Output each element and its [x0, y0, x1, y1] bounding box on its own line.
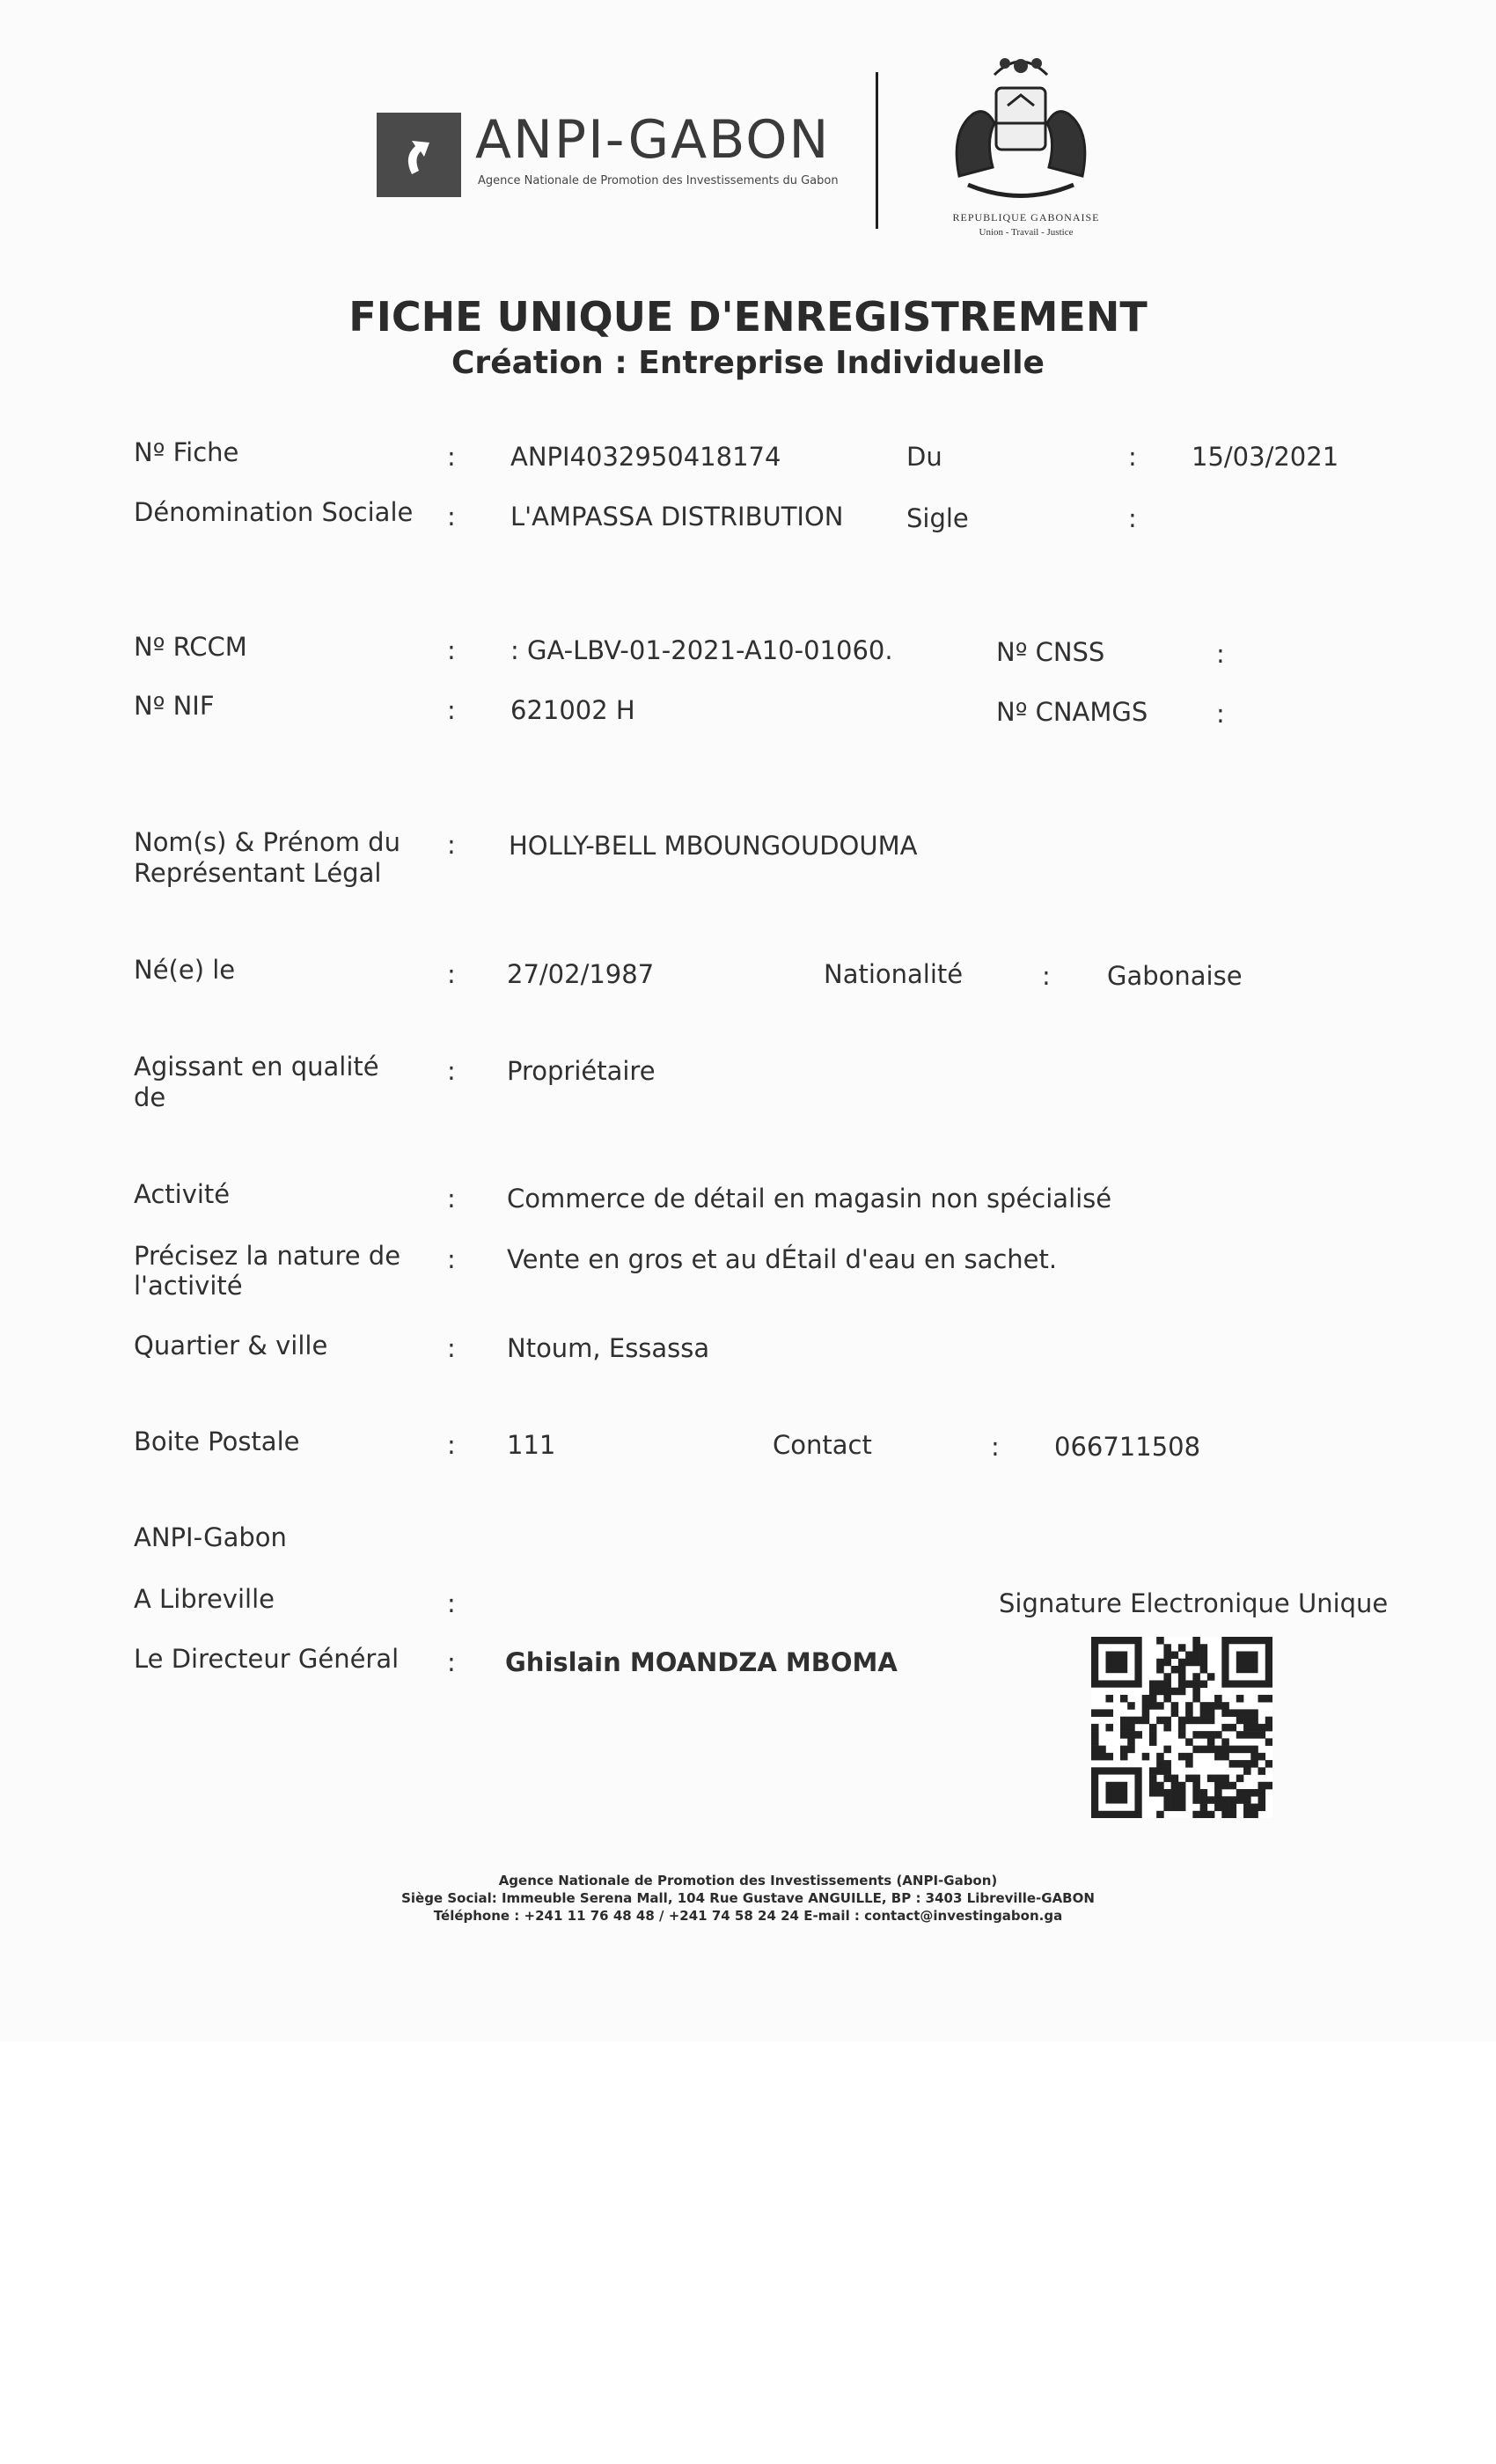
logo-subtitle: Agence Nationale de Promotion des Investissements du Gabon: [478, 174, 839, 187]
footer-line-1: Agence Nationale de Promotion des Investissements (ANPI-Gabon): [498, 1873, 998, 1888]
republic-label: REPUBLIQUE GABONAISE: [952, 211, 1100, 224]
separator: :: [447, 1184, 456, 1214]
denomination-label: Dénomination Sociale: [134, 497, 414, 527]
representant-label-line2: Représentant Légal: [134, 858, 382, 888]
representant-label: Nom(s) & Prénom du: [134, 827, 400, 857]
separator: :: [1128, 442, 1137, 472]
qualite-label: Agissant en qualité: [134, 1052, 379, 1082]
separator: :: [1216, 639, 1225, 669]
cnamgs-label: Nº CNAMGS: [996, 697, 1148, 727]
birthdate-label: Né(e) le: [134, 955, 236, 985]
bp-label: Boite Postale: [134, 1426, 300, 1456]
qualite-label-line2: de: [134, 1082, 166, 1112]
rccm-value: : GA-LBV-01-2021-A10-01060.: [510, 635, 893, 665]
document-title: FICHE UNIQUE D'ENREGISTREMENT: [348, 293, 1148, 341]
du-value: 15/03/2021: [1192, 442, 1339, 472]
anpi-logo-icon: [377, 113, 461, 197]
footer-line-2: Siège Social: Immeuble Serena Mall, 104 Rue Gustave ANGUILLE, BP : 3403 Libreville-GABON: [401, 1890, 1095, 1906]
quartier-label: Quartier & ville: [134, 1331, 328, 1360]
separator: :: [447, 1588, 456, 1618]
denomination-value: L'AMPASSA DISTRIBUTION: [510, 502, 844, 532]
du-label: Du: [906, 442, 942, 472]
separator: :: [447, 1430, 456, 1460]
separator: :: [447, 1056, 456, 1086]
closing-org: ANPI-Gabon: [134, 1522, 287, 1552]
qualite-value: Propriétaire: [507, 1056, 656, 1086]
separator: :: [1128, 503, 1137, 533]
director-label: Le Directeur Général: [134, 1644, 400, 1674]
nationalite-label: Nationalité: [824, 959, 964, 989]
nationalite-value: Gabonaise: [1107, 961, 1243, 991]
sigle-label: Sigle: [906, 503, 969, 533]
quartier-value: Ntoum, Essassa: [507, 1333, 710, 1363]
nature-label: Précisez la nature de: [134, 1241, 401, 1271]
separator: :: [447, 959, 456, 989]
nif-value: 621002 H: [510, 695, 635, 725]
separator: :: [447, 830, 456, 860]
activite-label: Activité: [134, 1179, 231, 1209]
separator: :: [447, 695, 456, 725]
separator: :: [1042, 961, 1051, 991]
place-label: A Libreville: [134, 1584, 275, 1614]
separator: :: [447, 1244, 456, 1274]
logo-name: ANPI-GABON: [475, 109, 831, 171]
contact-label: Contact: [773, 1430, 872, 1460]
qr-code-icon: [1091, 1637, 1272, 1818]
contact-value: 066711508: [1054, 1432, 1201, 1462]
birthdate-value: 27/02/1987: [507, 959, 655, 989]
signature-label: Signature Electronique Unique: [999, 1588, 1389, 1618]
nif-label: Nº NIF: [134, 691, 215, 721]
bp-value: 111: [507, 1430, 556, 1460]
separator: :: [447, 502, 456, 532]
separator: :: [1216, 699, 1225, 729]
separator: :: [447, 1647, 456, 1677]
separator: :: [447, 442, 456, 472]
director-name: Ghislain MOANDZA MBOMA: [505, 1647, 898, 1677]
footer-line-3: Téléphone : +241 11 76 48 48 / +241 74 58 24 24 E-mail : contact@investingabon.ga: [433, 1908, 1063, 1924]
fiche-value: ANPI4032950418174: [510, 442, 781, 472]
activite-value: Commerce de détail en magasin non spécialisé: [507, 1184, 1112, 1214]
nature-value: Vente en gros et au dÉtail d'eau en sachet.: [507, 1244, 1058, 1274]
fiche-label: Nº Fiche: [134, 437, 239, 467]
document-subtitle: Création : Entreprise Individuelle: [451, 345, 1045, 381]
separator: :: [991, 1432, 1000, 1462]
header-divider: [876, 72, 878, 229]
representant-value: HOLLY-BELL MBOUNGOUDOUMA: [509, 831, 918, 861]
nature-label-line2: l'activité: [134, 1271, 243, 1301]
cnss-label: Nº CNSS: [996, 637, 1105, 667]
separator: :: [447, 1333, 456, 1363]
separator: :: [447, 635, 456, 665]
coat-of-arms-icon: [933, 44, 1109, 211]
rccm-label: Nº RCCM: [134, 632, 247, 662]
republic-motto: Union - Travail - Justice: [979, 227, 1074, 238]
